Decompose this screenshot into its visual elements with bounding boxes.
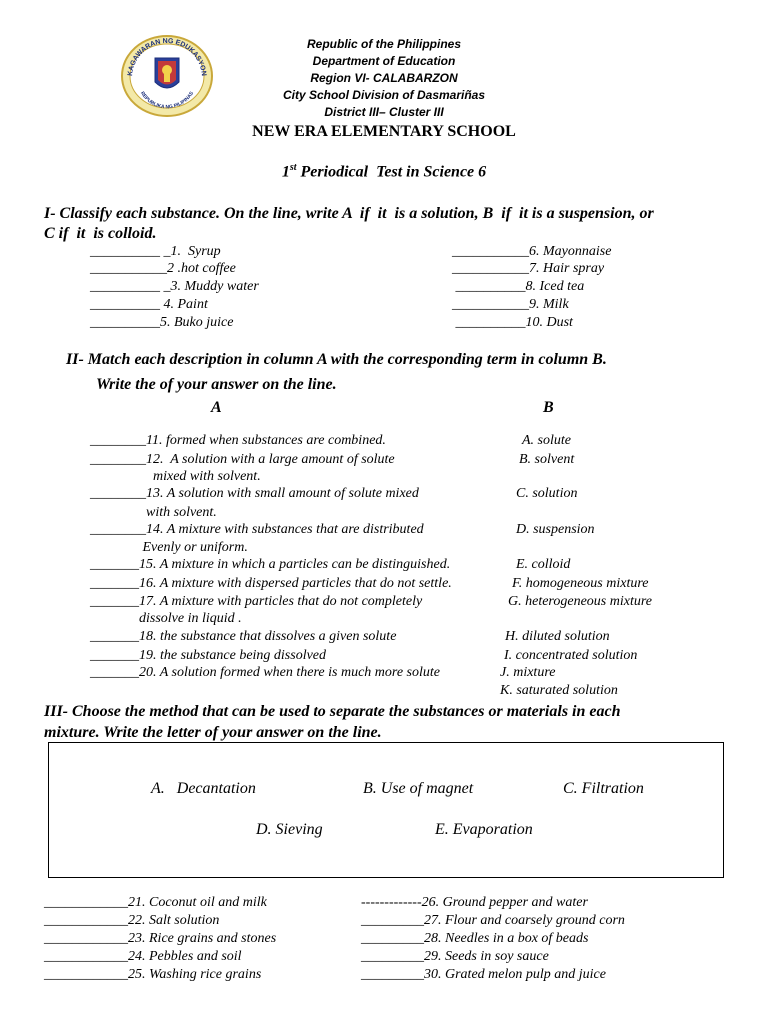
part3-item-28: _________28. Needles in a box of beads bbox=[361, 931, 589, 946]
part2-item-14-cont: Evenly or uniform. bbox=[90, 540, 248, 555]
choice-d: D. Sieving bbox=[256, 821, 323, 838]
part1-item-5: __________5. Buko juice bbox=[90, 315, 234, 330]
choice-e: E. Evaporation bbox=[435, 821, 533, 838]
part3-item-27: _________27. Flour and coarsely ground corn bbox=[361, 913, 625, 928]
part3-item-30: _________30. Grated melon pulp and juice bbox=[361, 967, 606, 982]
term-j: J. mixture bbox=[500, 665, 556, 680]
part2-item-12: ________12. A solution with a large amount of solute bbox=[90, 452, 395, 467]
term-d: D. suspension bbox=[516, 522, 595, 537]
school-name: NEW ERA ELEMENTARY SCHOOL bbox=[252, 123, 516, 140]
part2-item-17: _______17. A mixture with particles that do not completely bbox=[90, 594, 423, 609]
part1-item-6: ___________6. Mayonnaise bbox=[452, 244, 612, 259]
term-k: K. saturated solution bbox=[500, 683, 618, 698]
header-republic: Republic of the Philippines bbox=[306, 37, 461, 51]
part1-item-4: __________ 4. Paint bbox=[90, 297, 208, 312]
header-district: District III– Cluster III bbox=[324, 105, 444, 119]
column-b-header: B bbox=[543, 399, 554, 416]
part1-item-1: __________ _1. Syrup bbox=[90, 244, 221, 259]
choice-c: C. Filtration bbox=[563, 780, 644, 797]
part1-item-7: ___________7. Hair spray bbox=[452, 261, 605, 276]
part3-item-26: -------------26. Ground pepper and water bbox=[361, 895, 588, 910]
part1-instruction-line2: C if it is colloid. bbox=[44, 225, 157, 242]
part2-item-15: _______15. A mixture in which a particles can be distinguished. bbox=[90, 557, 451, 572]
part1-item-3: __________ _3. Muddy water bbox=[90, 279, 259, 294]
part2-item-12-cont: mixed with solvent. bbox=[90, 469, 261, 484]
part2-item-14: ________14. A mixture with substances that are distributed bbox=[90, 522, 424, 537]
choices-box bbox=[48, 742, 724, 878]
part2-instruction-line2: Write the of your answer on the line. bbox=[96, 376, 337, 393]
part2-item-16: _______16. A mixture with dispersed particles that do not settle. bbox=[90, 576, 452, 591]
choice-a: A. Decantation bbox=[151, 780, 256, 797]
part3-item-25: ____________25. Washing rice grains bbox=[44, 967, 262, 982]
part1-item-9: ___________9. Milk bbox=[452, 297, 569, 312]
part1-item-2: ___________2 .hot coffee bbox=[90, 261, 236, 276]
part2-item-13: ________13. A solution with small amount of solute mixed bbox=[90, 486, 419, 501]
header-division: City School Division of Dasmariñas bbox=[282, 88, 486, 102]
seal-bottom-text: REPUBLIKA NG PILIPINAS bbox=[138, 90, 196, 111]
term-e: E. colloid bbox=[516, 557, 571, 572]
term-c: C. solution bbox=[516, 486, 578, 501]
part1-item-8: __________8. Iced tea bbox=[452, 279, 585, 294]
part2-instruction-line1: II- Match each description in column A with the corresponding term in column B. bbox=[66, 351, 607, 368]
part3-instruction-line1: III- Choose the method that can be used to separate the substances or materials in each bbox=[44, 703, 621, 720]
part3-item-23: ____________23. Rice grains and stones bbox=[44, 931, 277, 946]
term-g: G. heterogeneous mixture bbox=[508, 594, 652, 609]
seal-top-text: KAGAWARAN NG EDUKASYON bbox=[126, 37, 208, 77]
header-department: Department of Education bbox=[312, 54, 456, 68]
part2-item-17-cont: dissolve in liquid . bbox=[90, 611, 242, 626]
part3-item-22: ____________22. Salt solution bbox=[44, 913, 220, 928]
part2-item-19: _______19. the substance being dissolved bbox=[90, 648, 327, 663]
term-a: A. solute bbox=[522, 433, 571, 448]
part1-instruction-line1: I- Classify each substance. On the line, write A if it is a solution, B if it is a suspension, or bbox=[44, 205, 654, 222]
choice-b: B. Use of magnet bbox=[363, 780, 474, 797]
term-f: F. homogeneous mixture bbox=[512, 576, 649, 591]
part3-instruction-line2: mixture. Write the letter of your answer on the line. bbox=[44, 724, 382, 741]
part2-item-18: _______18. the substance that dissolves a given solute bbox=[90, 629, 397, 644]
term-h: H. diluted solution bbox=[505, 629, 610, 644]
part3-item-21: ____________21. Coconut oil and milk bbox=[44, 895, 267, 910]
test-title: 1st Periodical Test in Science 6 bbox=[281, 162, 487, 181]
part3-item-24: ____________24. Pebbles and soil bbox=[44, 949, 242, 964]
part1-item-10: __________10. Dust bbox=[452, 315, 573, 330]
term-i: I. concentrated solution bbox=[504, 648, 638, 663]
part2-item-13-cont: with solvent. bbox=[90, 505, 217, 520]
column-a-header: A bbox=[211, 399, 222, 416]
header-region: Region VI- CALABARZON bbox=[310, 71, 458, 85]
part3-item-29: _________29. Seeds in soy sauce bbox=[361, 949, 549, 964]
part2-item-20: _______20. A solution formed when there is much more solute bbox=[90, 665, 440, 680]
part2-item-11: ________11. formed when substances are combined. bbox=[90, 433, 386, 448]
term-b: B. solvent bbox=[519, 452, 575, 467]
